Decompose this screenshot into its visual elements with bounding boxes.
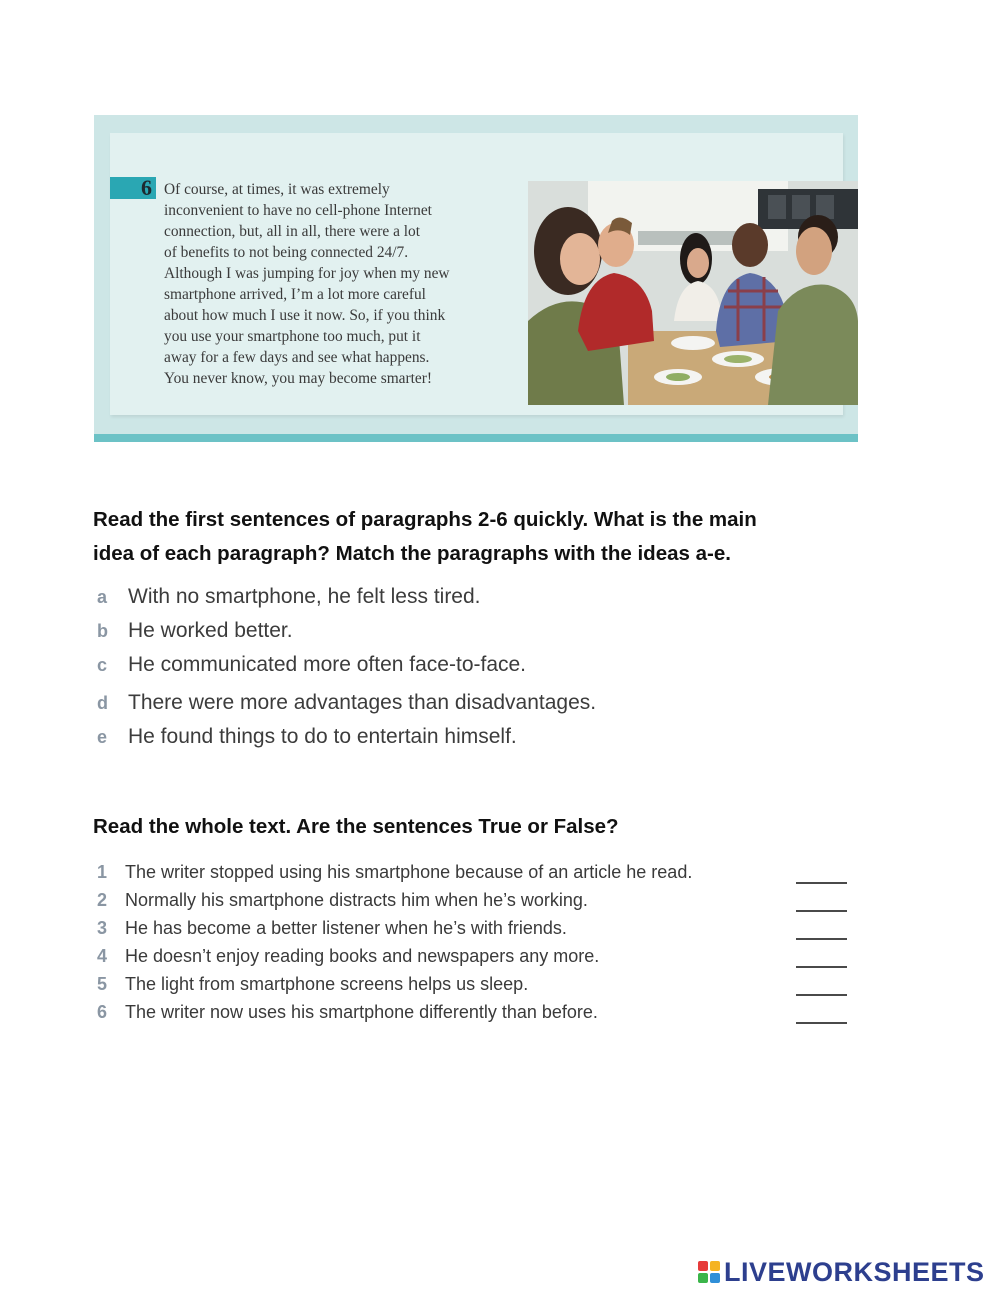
- tf-text: He has become a better listener when he’s with friends.: [125, 918, 567, 938]
- paragraph-number-badge: 6: [110, 177, 156, 199]
- paragraph-line: You never know, you may become smarter!: [164, 370, 432, 387]
- idea-text: With no smartphone, he felt less tired.: [128, 585, 481, 608]
- tf-item-3: [97, 918, 849, 946]
- tf-text: The writer stopped using his smartphone because of an article he read.: [125, 862, 693, 882]
- tf-item-6: [97, 1002, 849, 1030]
- task2-heading: [93, 810, 619, 844]
- answer-blank[interactable]: [796, 910, 847, 912]
- idea-letter: e: [97, 727, 108, 747]
- tf-number: 1: [97, 862, 108, 882]
- task2-heading-line: Read the whole text. Are the sentences True or False?: [93, 815, 619, 838]
- idea-item-e: [97, 725, 517, 749]
- tf-text: The light from smartphone screens helps us sleep.: [125, 974, 529, 994]
- tf-text: He doesn’t enjoy reading books and newspapers any more.: [125, 946, 600, 966]
- tf-item-1: [97, 862, 849, 890]
- tf-number: 4: [97, 946, 108, 966]
- paragraph-line: away for a few days and see what happens.: [164, 349, 430, 366]
- paragraph-line: Of course, at times, it was extremely: [164, 181, 390, 198]
- idea-letter: a: [97, 587, 108, 607]
- task1-heading: [93, 503, 757, 571]
- paragraph-line: of benefits to not being connected 24/7.: [164, 244, 409, 261]
- answer-blank[interactable]: [796, 938, 847, 940]
- logo-text: LIVEWORKSHEETS: [724, 1256, 985, 1287]
- paragraph-line: about how much I use it now. So, if you think: [164, 307, 446, 324]
- tf-number: 3: [97, 918, 108, 938]
- tf-number: 2: [97, 890, 108, 910]
- answer-blank[interactable]: [796, 994, 847, 996]
- tf-item-4: [97, 946, 849, 974]
- tf-number: 6: [97, 1002, 108, 1022]
- idea-letter: d: [97, 693, 108, 713]
- paragraph-line: smartphone arrived, I’m a lot more careful: [164, 286, 426, 303]
- liveworksheets-logo[interactable]: [698, 1257, 985, 1287]
- idea-letter: b: [97, 621, 108, 641]
- answer-blank[interactable]: [796, 882, 847, 884]
- tf-number: 5: [97, 974, 108, 994]
- friends-at-cafe-illustration: [528, 181, 858, 405]
- logo-tile: [698, 1261, 708, 1271]
- idea-item-b: [97, 619, 293, 643]
- paragraph-text: [164, 179, 494, 389]
- panel-accent-bar: [94, 434, 858, 442]
- reading-card: [110, 133, 843, 415]
- answer-blank[interactable]: [796, 966, 847, 968]
- tf-text: The writer now uses his smartphone differently than before.: [125, 1002, 598, 1022]
- idea-text: He worked better.: [128, 619, 293, 642]
- idea-text: There were more advantages than disadvantages.: [128, 691, 597, 714]
- logo-tile: [698, 1273, 708, 1283]
- idea-text: He communicated more often face-to-face.: [128, 653, 527, 676]
- logo-tile: [710, 1261, 720, 1271]
- friends-at-cafe-photo: [528, 181, 858, 405]
- idea-text: He found things to do to entertain himself.: [128, 725, 517, 748]
- idea-letter: c: [97, 655, 108, 675]
- task1-heading-line: Read the first sentences of paragraphs 2-6 quickly. What is the main: [93, 508, 757, 531]
- idea-item-a: [97, 585, 481, 609]
- task1-heading-line: idea of each paragraph? Match the paragraphs with the ideas a-e.: [93, 542, 731, 565]
- logo-tile: [710, 1273, 720, 1283]
- tf-item-5: [97, 974, 849, 1002]
- paragraph-line: connection, but, all in all, there were a lot: [164, 223, 420, 240]
- tf-item-2: [97, 890, 849, 918]
- paragraph-line: inconvenient to have no cell-phone Internet: [164, 202, 432, 219]
- tf-text: Normally his smartphone distracts him when he’s working.: [125, 890, 588, 910]
- reading-panel: [94, 115, 858, 442]
- paragraph-line: Although I was jumping for joy when my new: [164, 265, 450, 282]
- idea-item-d: [97, 691, 596, 715]
- idea-item-c: [97, 653, 526, 677]
- logo-tiles-icon: [698, 1261, 720, 1283]
- answer-blank[interactable]: [796, 1022, 847, 1024]
- paragraph-line: you use your smartphone too much, put it: [164, 328, 421, 345]
